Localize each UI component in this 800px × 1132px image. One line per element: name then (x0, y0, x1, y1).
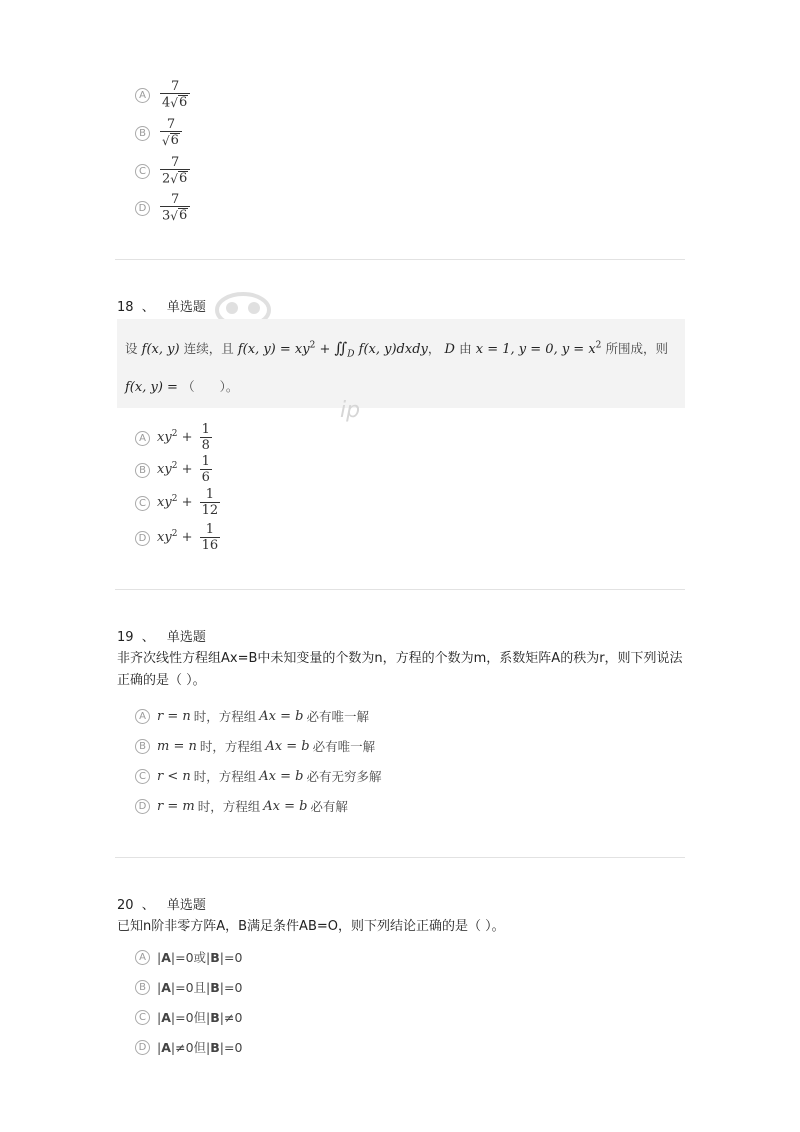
radicand: 6 (178, 208, 188, 224)
radicand: 6 (170, 133, 179, 149)
expr-part: | (157, 1010, 162, 1025)
q19-option-b[interactable] (135, 731, 375, 761)
option-radio-c[interactable]: C (135, 769, 150, 784)
fraction-denominator: 16 (201, 538, 219, 553)
option-fraction: 7 2 √ 6 (160, 156, 190, 187)
q19-header (117, 626, 206, 645)
option-radio-d[interactable]: D (135, 799, 150, 814)
question-separator: 、 (141, 898, 155, 913)
expr-term: xy (157, 430, 172, 446)
q17-option-d[interactable] (135, 193, 190, 223)
option-text: 必有解 (310, 799, 348, 814)
section-divider (115, 259, 685, 260)
option-text: 时，方程组 (199, 739, 263, 754)
option-equation: Ax = b (263, 798, 308, 814)
stem-text: 连续，且 (183, 341, 234, 356)
expr-part: | (157, 980, 162, 995)
option-radio-b[interactable]: B (135, 126, 150, 141)
q19-stem: 非齐次线性方程组Ax=B中未知变量的个数为n，方程的个数为m，系数矩阵A的秩为r，则下列说法正确的是（ ）。 (117, 651, 683, 688)
matrix-a: A (161, 980, 171, 995)
stem-text: 设 (125, 341, 138, 356)
option-condition: r < n (157, 768, 191, 784)
fraction-denominator: 8 (201, 438, 210, 453)
expr-part: |≠0但| (170, 1040, 211, 1055)
q20-header (117, 894, 206, 913)
option-radio-b[interactable]: B (135, 980, 150, 995)
fraction-coefficient: 2 (162, 171, 171, 187)
option-expression (157, 1008, 242, 1026)
stem-text: （ ）。 (182, 379, 239, 394)
q19-option-a[interactable] (135, 701, 369, 731)
matrix-b: B (210, 1040, 220, 1055)
fraction-numerator: 7 (170, 191, 180, 207)
option-text: 必有无穷多解 (306, 769, 382, 784)
expr-term: xy (157, 462, 172, 478)
fraction-numerator: 7 (170, 78, 180, 94)
option-radio-c[interactable]: C (135, 1010, 150, 1025)
radicand: 6 (178, 95, 188, 111)
expr-superscript: 2 (171, 494, 178, 505)
expr-superscript: 2 (171, 461, 178, 472)
q19-option-c[interactable] (135, 761, 381, 791)
option-expression (157, 523, 220, 552)
question-separator: 、 (141, 630, 155, 645)
option-condition: r = n (157, 708, 191, 724)
fraction-numerator: 1 (201, 422, 210, 438)
fraction-numerator: 7 (170, 154, 180, 170)
expr-plus: + (181, 462, 193, 478)
q19-option-d[interactable] (135, 791, 348, 821)
q18-option-b[interactable] (135, 455, 212, 485)
expr-part: |=0或| (170, 950, 211, 965)
option-radio-a[interactable]: A (135, 88, 150, 103)
option-radio-a[interactable]: A (135, 709, 150, 724)
option-expression (157, 1038, 242, 1056)
matrix-a: A (161, 1040, 171, 1055)
expr-part: |≠0 (219, 1010, 243, 1025)
option-equation: Ax = b (259, 768, 304, 784)
stem-math: f(x, y) (141, 342, 180, 357)
watermark-text: ip (340, 398, 361, 423)
option-condition: m = n (157, 738, 197, 754)
expr-plus: + (181, 430, 193, 446)
fraction-numerator: 7 (166, 116, 176, 132)
option-radio-b[interactable]: B (135, 463, 150, 478)
stem-superscript: 2 (595, 340, 602, 351)
option-expression (157, 488, 220, 517)
radicand: 6 (178, 171, 188, 187)
stem-math: + (319, 342, 331, 357)
q17-option-b[interactable] (135, 118, 182, 148)
stem-text: 所围成，则 (605, 341, 669, 356)
option-expression (157, 948, 242, 966)
q20-stem: 已知n阶非零方阵A，B满足条件AB=O，则下列结论正确的是（ ）。 (117, 919, 505, 934)
expr-term: xy (157, 495, 172, 511)
q18-stem-line-2 (125, 377, 238, 395)
expr-superscript: 2 (171, 529, 178, 540)
q18-option-c[interactable] (135, 488, 220, 518)
stem-text: 由 (459, 341, 472, 356)
option-expression (157, 423, 212, 452)
question-number: 18 (117, 300, 134, 315)
q18-stem-line-1 (125, 339, 668, 360)
q18-option-d[interactable] (135, 523, 220, 553)
q20-option-c[interactable] (135, 1002, 242, 1032)
question-type: 单选题 (166, 630, 206, 645)
expr-term: xy (157, 530, 172, 546)
matrix-a: A (161, 1010, 171, 1025)
expr-plus: + (181, 495, 193, 511)
option-radio-c[interactable]: C (135, 496, 150, 511)
option-text: 时，方程组 (193, 769, 257, 784)
matrix-b: B (210, 980, 220, 995)
fraction-coefficient: 4 (162, 95, 171, 111)
integral-symbol: ∬ (334, 339, 348, 357)
expr-part: |=0但| (170, 1010, 211, 1025)
matrix-b: B (210, 1010, 220, 1025)
question-number: 20 (117, 898, 134, 913)
expr-part: | (157, 1040, 162, 1055)
option-text: 时，方程组 (197, 799, 261, 814)
stem-math: x = 1, y = 0, y = x (475, 342, 596, 357)
option-equation: Ax = b (265, 738, 310, 754)
stem-math: f(x, y)dxdy (358, 342, 428, 357)
fraction-numerator: 1 (205, 487, 215, 503)
option-fraction: 7 4 √ 6 (160, 80, 190, 111)
option-radio-d[interactable]: D (135, 531, 150, 546)
q17-option-a[interactable] (135, 80, 190, 110)
q20-option-d[interactable] (135, 1032, 242, 1062)
expr-part: | (157, 950, 162, 965)
section-divider (115, 589, 685, 590)
option-fraction: 7 3 √ 6 (160, 193, 190, 224)
option-radio-a[interactable]: A (135, 431, 150, 446)
q17-option-c[interactable] (135, 156, 190, 186)
option-text: 必有唯一解 (312, 739, 376, 754)
option-expression (157, 978, 242, 996)
question-type: 单选题 (166, 898, 206, 913)
option-radio-d[interactable]: D (135, 1040, 150, 1055)
fraction-denominator: 6 (201, 470, 210, 485)
stem-math: D (444, 342, 455, 357)
stem-math: f(x, y) = (125, 380, 178, 395)
option-text: 时，方程组 (193, 709, 257, 724)
option-radio-d[interactable]: D (135, 201, 150, 216)
expr-part: |=0 (219, 980, 243, 995)
stem-text: ， (427, 341, 441, 356)
q18-header (117, 296, 206, 315)
option-radio-c[interactable]: C (135, 164, 150, 179)
option-condition: r = m (157, 798, 195, 814)
expr-part: |=0且| (170, 980, 211, 995)
stem-superscript: 2 (309, 340, 316, 351)
expr-part: |=0 (219, 1040, 243, 1055)
question-number: 19 (117, 630, 134, 645)
option-expression (157, 455, 212, 484)
question-type: 单选题 (166, 300, 206, 315)
q20-option-b[interactable] (135, 972, 242, 1002)
option-text: 必有唯一解 (306, 709, 369, 724)
matrix-b: B (210, 950, 220, 965)
option-fraction: 7 √ 6 (160, 118, 182, 149)
fraction-denominator: 12 (201, 503, 219, 518)
q20-option-a[interactable] (135, 942, 242, 972)
integral-domain: D (347, 349, 355, 360)
option-equation: Ax = b (259, 708, 304, 724)
matrix-a: A (161, 950, 171, 965)
section-divider (115, 857, 685, 858)
question-separator: 、 (141, 300, 155, 315)
q18-stem-image (117, 319, 685, 408)
expr-superscript: 2 (171, 429, 178, 440)
stem-math: f(x, y) = xy (237, 342, 310, 357)
option-radio-b[interactable]: B (135, 739, 150, 754)
expr-part: |=0 (219, 950, 243, 965)
expr-plus: + (181, 530, 193, 546)
fraction-coefficient: 3 (162, 208, 171, 224)
fraction-numerator: 1 (205, 522, 215, 538)
fraction-numerator: 1 (201, 454, 210, 470)
q18-option-a[interactable] (135, 423, 212, 453)
option-radio-a[interactable]: A (135, 950, 150, 965)
